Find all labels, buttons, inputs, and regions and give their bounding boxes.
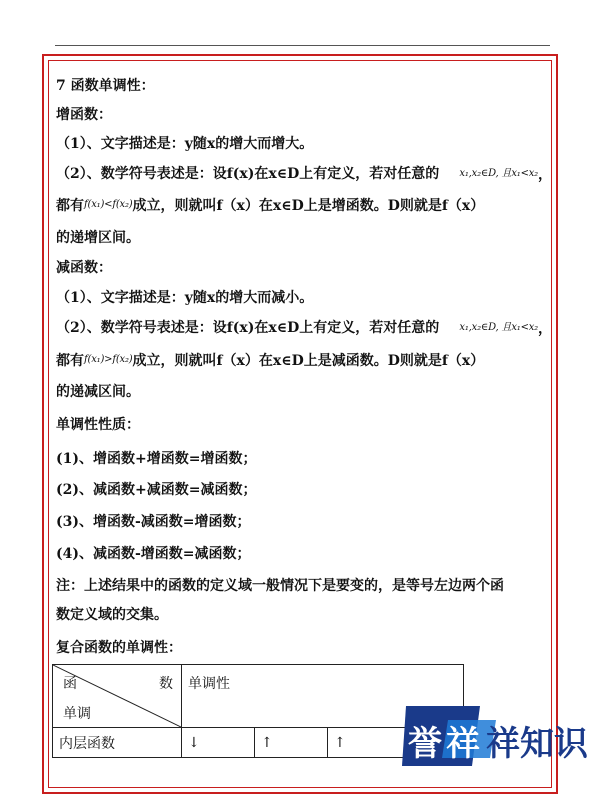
row-value-2: ↑ xyxy=(255,728,328,758)
header-rule xyxy=(55,45,550,46)
diag-top-right: 数 xyxy=(159,676,173,692)
decreasing-item-2-math: x₁,x₂∈D, 且x₁<x₂ xyxy=(459,322,538,333)
decreasing-item-2 xyxy=(56,318,552,339)
decreasing-item-3-prefix: 都有 xyxy=(56,353,84,369)
increasing-item-3-suffix: 成立，则就叫f（x）在x∈D上是增函数。D则就是f（x） xyxy=(132,198,485,214)
increasing-item-2-end: ， xyxy=(538,167,552,183)
increasing-item-3-math: f(x₁)<f(x₂) xyxy=(84,199,133,210)
decreasing-item-3 xyxy=(56,350,552,371)
property-rule-4: (4)、减函数-增函数=减函数； xyxy=(56,546,251,562)
decreasing-item-2-end: ， xyxy=(538,321,552,337)
property-rule-3: (3)、增函数-减函数=增函数； xyxy=(56,514,251,530)
row-value-3: ↑ xyxy=(328,728,464,758)
property-rule-1: (1)、增函数+增函数=增函数； xyxy=(56,451,257,467)
decreasing-item-3-math: f(x₁)>f(x₂) xyxy=(84,354,133,365)
increasing-item-2-text: （2）、数学符号表述是：设f(x)在x∈D上有定义，若对任意的 xyxy=(56,166,440,182)
row-label-inner: 内层函数 xyxy=(53,728,182,758)
increasing-item-2 xyxy=(56,164,552,185)
decreasing-heading: 减函数： xyxy=(56,260,112,276)
increasing-item-2-math: x₁,x₂∈D, 且x₁<x₂ xyxy=(459,168,538,179)
watermark-text-1: 誉 xyxy=(408,724,442,764)
diag-top-left: 函 xyxy=(63,676,77,692)
properties-heading: 单调性性质： xyxy=(56,417,140,433)
increasing-heading: 增函数： xyxy=(56,107,112,123)
increasing-item-4: 的递增区间。 xyxy=(56,230,140,246)
decreasing-item-2-text: （2）、数学符号表述是：设f(x)在x∈D上有定义，若对任意的 xyxy=(56,320,440,336)
property-rule-2: (2)、减函数+减函数=减函数； xyxy=(56,482,257,498)
increasing-item-1: （1）、文字描述是：y随x的增大而增大。 xyxy=(56,136,314,152)
section-title: 7 函数单调性： xyxy=(56,78,155,94)
watermark-text-3: 祥知识 xyxy=(486,724,588,764)
watermark-logo xyxy=(402,700,592,776)
properties-note-line-1: 注：上述结果中的函数的定义域一般情况下是要变的，是等号左边两个函 xyxy=(56,578,504,594)
watermark-text-2: 祥 xyxy=(446,724,480,764)
composite-heading: 复合函数的单调性： xyxy=(56,640,182,656)
decreasing-item-3-suffix: 成立，则就叫f（x）在x∈D上是减函数。D则就是f（x） xyxy=(132,353,485,369)
decreasing-item-1: （1）、文字描述是：y随x的增大而减小。 xyxy=(56,290,314,306)
increasing-item-3-prefix: 都有 xyxy=(56,198,84,214)
header-monotonicity: 单调性 xyxy=(182,665,464,728)
diag-bottom-left: 单调 xyxy=(63,706,91,722)
properties-note-line-2: 数定义域的交集。 xyxy=(56,607,168,623)
decreasing-item-4: 的递减区间。 xyxy=(56,384,140,400)
diagonal-header-cell xyxy=(53,665,182,728)
row-value-1: ↓ xyxy=(182,728,255,758)
increasing-item-3 xyxy=(56,195,552,216)
